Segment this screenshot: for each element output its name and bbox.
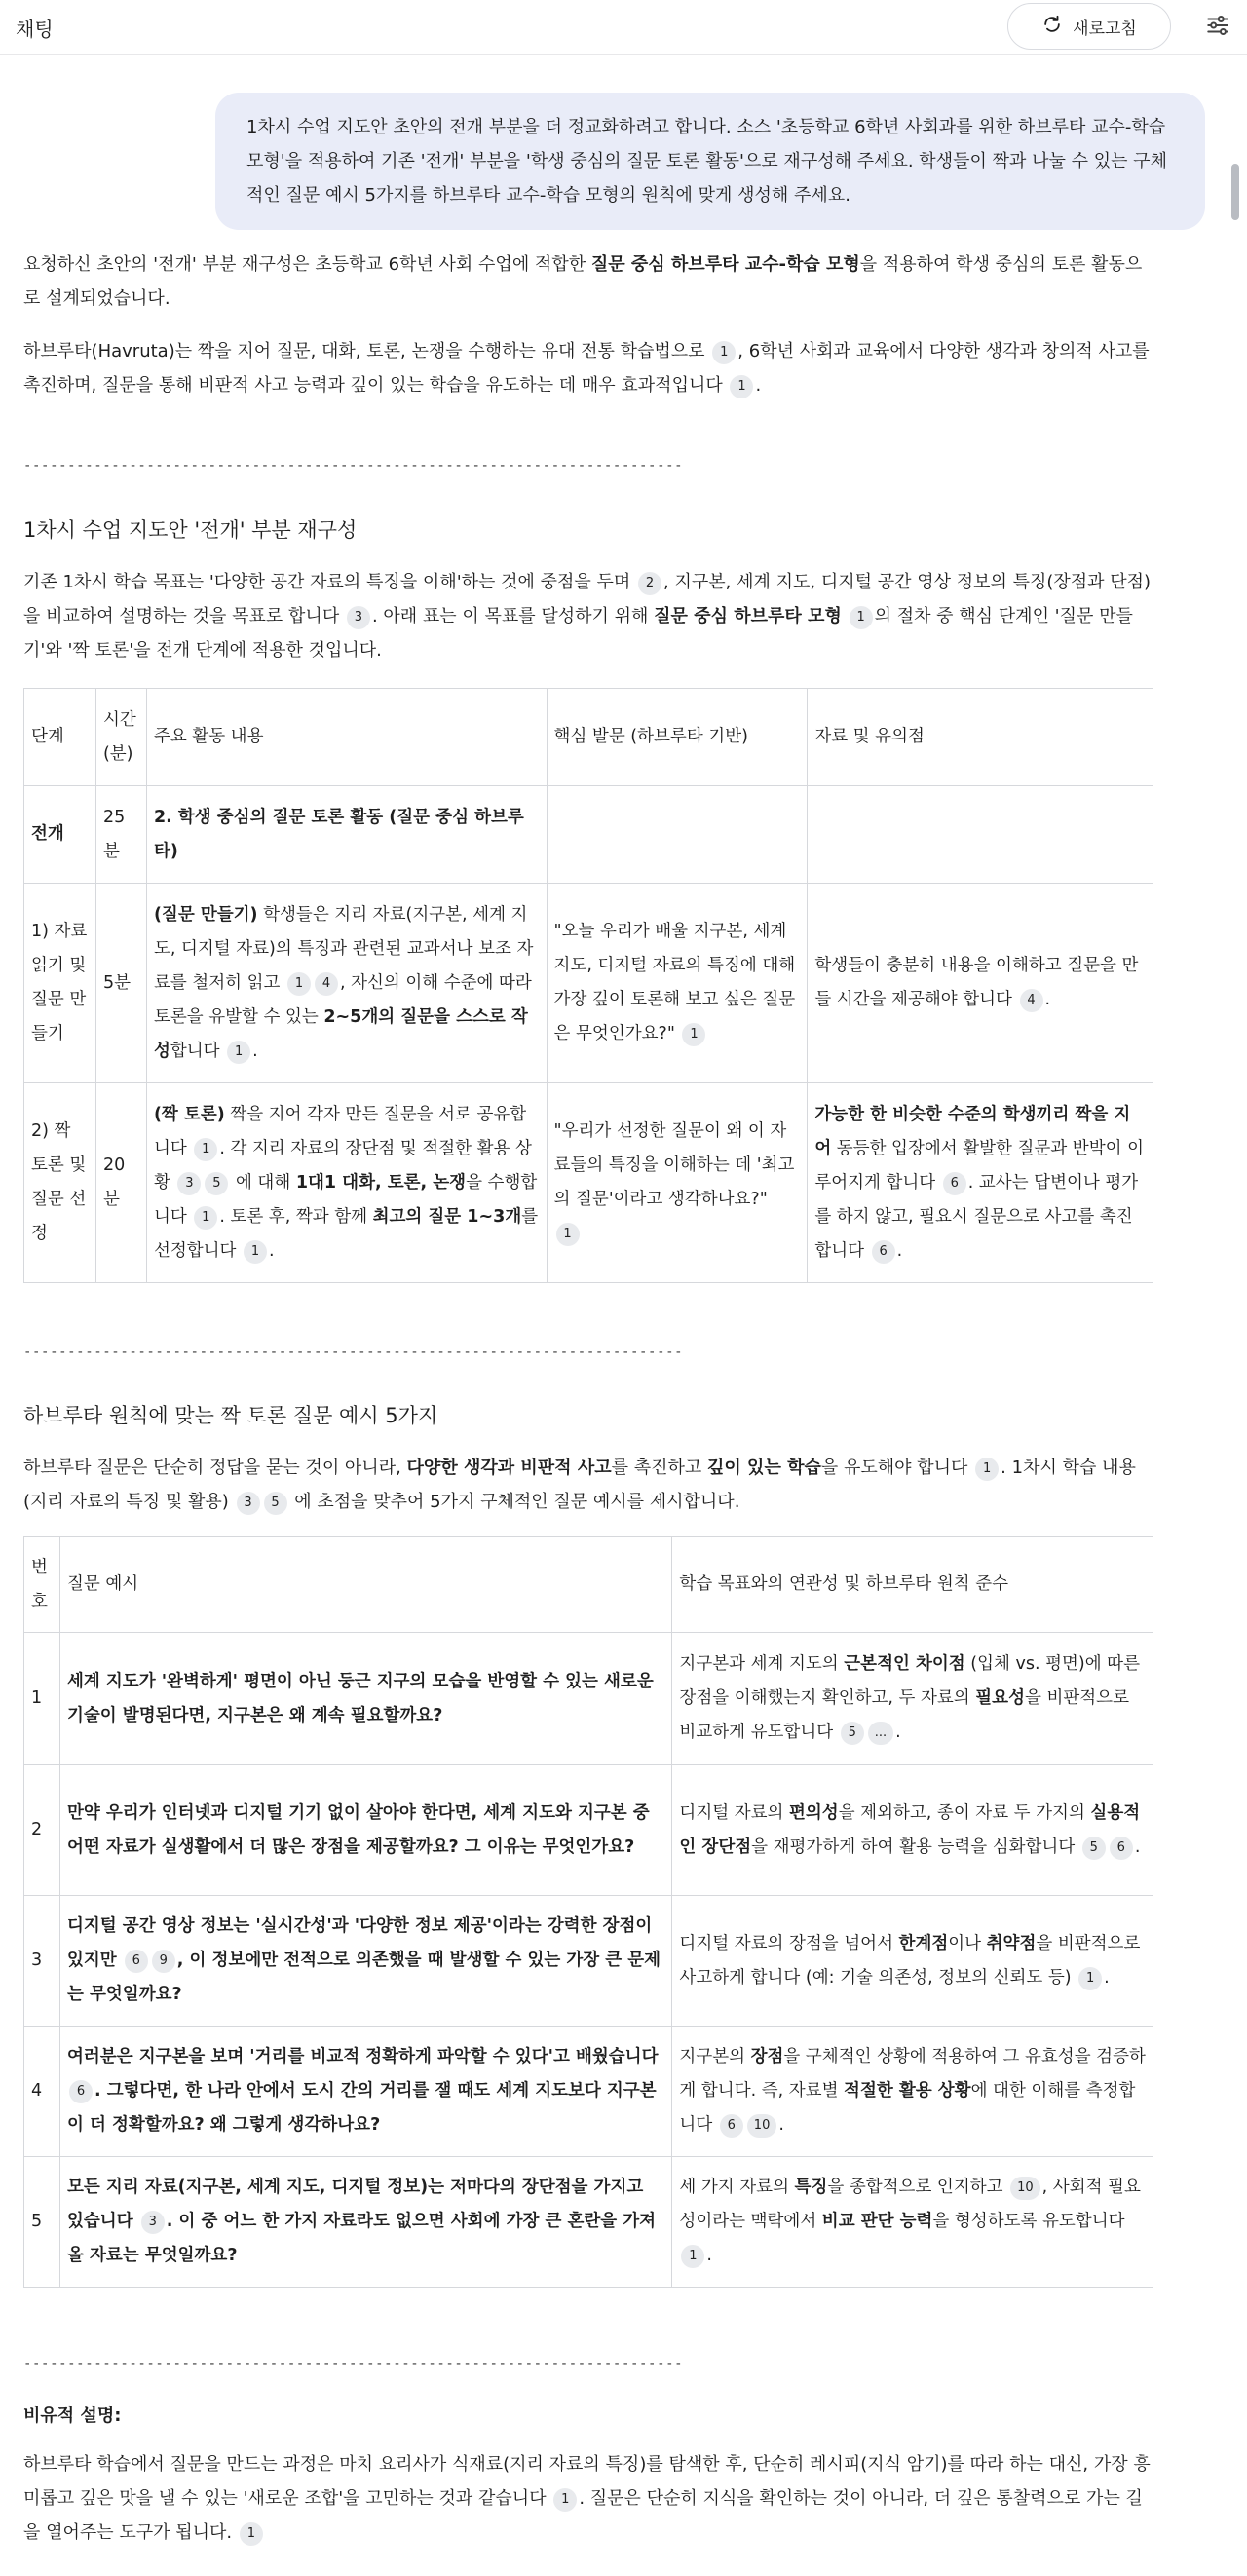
- divider-1: ---------------------------------------------------------------------------: [23, 458, 684, 474]
- cell-question: "오늘 우리가 배울 지구본, 세계 지도, 디지털 자료의 특징에 대해 가장 깊이 토론해 보고 싶은 질문은 무엇인가요?" 1: [547, 884, 808, 1083]
- citation-chip[interactable]: 1: [730, 375, 753, 398]
- section2-heading: 하브루타 원칙에 맞는 짝 토론 질문 예시 5가지: [23, 1404, 438, 1427]
- col-header-activity: 주요 활동 내용: [146, 689, 547, 786]
- citation-chip[interactable]: 6: [1110, 1837, 1133, 1860]
- citation-chip[interactable]: 1: [194, 1206, 217, 1230]
- bold-text: 적절한 활용 상황: [844, 2081, 971, 2101]
- chat-title: 채팅: [16, 18, 54, 41]
- bold-text: 취약점: [986, 1933, 1037, 1953]
- cell-number: 3: [24, 1896, 60, 2027]
- question-examples-table: [23, 1536, 1153, 2288]
- cell-relevance: 디지털 자료의 장점을 넘어서 한계점이나 취약점을 비판적으로 사고하게 합니다 (예: 기술 의존성, 정보의 신뢰도 등) 1 .: [672, 1896, 1153, 2027]
- cell-question: [547, 786, 808, 884]
- settings-tune-button[interactable]: [1200, 10, 1235, 45]
- bold-text: , 이 정보에만 전적으로 의존했을 때 발생할 수 있는 가장 큰 문제는 무엇일까요?: [66, 1951, 661, 2004]
- section1-paragraph: 기존 1차시 학습 목표는 '다양한 공간 자료의 특징을 이해'하는 것에 중점을 두며 2 , 지구본, 세계 지도, 디지털 공간 영상 정보의 특징(장점과 단점)을 비교하여 설명하는 것을 목표로 합니다 3 . 아래 표는 이 목표를 달성하기 위해 질문 중심 하브루타 모형 1 의 절차 중 핵심 단계인 '질문 만들기'와 '짝 토론'을 전개 단계에 적용한 것입니다.: [23, 572, 1152, 661]
- section2-paragraph: 하브루타 질문은 단순히 정답을 묻는 것이 아니라, 다양한 생각과 비판적 사고를 촉진하고 깊이 있는 학습을 유도해야 합니다 1 . 1차시 학습 내용(지리 자료의 특징 및 활용) 3 5 에 초점을 맞추어 5가지 구체적인 질문 예시를 제시합니다.: [23, 1451, 1153, 1519]
- scrollbar-thumb[interactable]: [1231, 164, 1239, 220]
- citation-chip[interactable]: 1: [244, 1240, 267, 1264]
- citation-chip[interactable]: 1: [553, 2488, 577, 2512]
- bold-text: 다양한 생각과 비판적 사고: [406, 1458, 612, 1478]
- top-bar: [0, 0, 1247, 55]
- col-header-example: 질문 예시: [59, 1537, 671, 1633]
- cell-stage: 1) 자료 읽기 및 질문 만들기: [24, 884, 96, 1083]
- table-row: [24, 2027, 1153, 2157]
- cell-question: "우리가 선정한 질문이 왜 이 자료들의 특징을 이해하는 데 '최고의 질문'이라고 생각하나요?" 1: [547, 1083, 808, 1283]
- bold-text: 비교 판단 능력: [821, 2212, 933, 2231]
- bold-text: 1대1 대화, 토론, 논쟁: [295, 1172, 467, 1193]
- bold-text: 세계 지도가 '완벽하게' 평면이 아닌 둥근 지구의 모습을 반영할 수 있는 새로운 기술이 발명된다면, 지구본은 왜 계속 필요할까요?: [66, 1671, 654, 1725]
- bold-text: . 이 중 어느 한 가지 자료라도 없으면 사회에 가장 큰 혼란을 가져올 자료는 무엇일까요?: [66, 2212, 657, 2265]
- cell-time: 25분: [95, 786, 146, 884]
- citation-chip[interactable]: 5: [205, 1172, 228, 1195]
- refresh-icon: [1041, 14, 1063, 40]
- citation-chip[interactable]: 1: [1078, 1967, 1102, 1990]
- table-row: [24, 1765, 1153, 1896]
- bold-text: . 그렇다면, 한 나라 안에서 도시 간의 거리를 잴 때도 세계 지도보다 지구본이 더 정확할까요? 왜 그렇게 생각하나요?: [66, 2081, 657, 2135]
- bold-text: 만약 우리가 인터넷과 디지털 기기 없이 살아야 한다면, 세계 지도와 지구본 중 어떤 자료가 실생활에서 더 많은 장점을 제공할까요? 그 이유는 무엇인가요?: [66, 1802, 650, 1857]
- user-message-text: 1차시 수업 지도안 초안의 전개 부분을 더 정교화하려고 합니다. 소스 '초등학교 6학년 사회과를 위한 하브루타 교수-학습 모형'을 적용하여 기존 '전개' 부분을 '학생 중심의 질문 토론 활동'으로 재구성해 주세요. 학생들이 짝과 나눌 수 있는 구체적인 질문 예시 5가지를 하브루타 교수-학습 모형의 원칙에 맞게 생성해 주세요.: [246, 117, 1167, 206]
- citation-chip[interactable]: 6: [720, 2114, 743, 2138]
- cell-relevance: 디지털 자료의 편의성을 제외하고, 종이 자료 두 가지의 실용적인 장단점을 재평가하게 하여 활용 능력을 심화합니다 5 6 .: [672, 1765, 1153, 1896]
- bold-text: (질문 만들기): [153, 904, 258, 925]
- citation-chip[interactable]: 1: [194, 1138, 217, 1161]
- cell-number: 5: [24, 2157, 60, 2288]
- bold-text: (짝 토론): [153, 1104, 225, 1124]
- citation-chip[interactable]: 3: [141, 2211, 165, 2234]
- cell-notes: [808, 786, 1153, 884]
- bold-text: 특징: [794, 2178, 828, 2197]
- bold-text: 가능한 한 비슷한 수준의 학생끼리 짝을 지어: [814, 1104, 1131, 1158]
- bold-text: 최고의 질문 1~3개: [372, 1206, 522, 1227]
- analogy-heading: 비유적 설명:: [23, 2406, 122, 2426]
- cell-number: 4: [24, 2027, 60, 2157]
- bold-text: 깊이 있는 학습: [707, 1458, 821, 1478]
- user-message-bubble: [215, 93, 1205, 230]
- bold-text: 실용적인 장단점: [679, 1802, 1141, 1857]
- cell-relevance: 지구본의 장점을 구체적인 상황에 적용하여 그 유효성을 검증하게 합니다. 즉, 자료별 적절한 활용 상황에 대한 이해를 측정합니다 6 10 .: [672, 2027, 1153, 2157]
- table-row: [24, 1633, 1153, 1765]
- col-header-notes: 자료 및 유의점: [808, 689, 1153, 786]
- citation-chip[interactable]: 1: [682, 1023, 705, 1046]
- divider-2: ---------------------------------------------------------------------------: [23, 1345, 684, 1360]
- lesson-plan-table: [23, 688, 1153, 1283]
- questions-table-header: [24, 1537, 1153, 1633]
- cell-number: 1: [24, 1633, 60, 1765]
- citation-chip[interactable]: 1: [287, 972, 311, 996]
- col-header-relevance: 학습 목표와의 연관성 및 하브루타 원칙 준수: [672, 1537, 1153, 1633]
- citation-chip[interactable]: 6: [69, 2080, 93, 2103]
- cell-stage: 2) 짝 토론 및 질문 선정: [24, 1083, 96, 1283]
- divider-3: ---------------------------------------------------------------------------: [23, 2356, 684, 2371]
- citation-chip[interactable]: 10: [747, 2114, 777, 2138]
- cell-stage: [24, 786, 96, 884]
- cell-activity: (짝 토론) 짝을 지어 각자 만든 질문을 서로 공유합니다 1 . 각 지리 자료의 장단점 및 적절한 활용 상황 3 5 에 대해 1대1 대화, 토론, 논쟁을 수행합니다 1 . 토론 후, 짝과 함께 최고의 질문 1~3개를 선정합니다 1 .: [146, 1083, 547, 1283]
- table-row: [24, 1896, 1153, 2027]
- cell-activity: (질문 만들기) 학생들은 지리 자료(지구본, 세계 지도, 디지털 자료)의 특징과 관련된 교과서나 보조 자료를 철저히 읽고 1 4 , 자신의 이해 수준에 따라 토론을 유발할 수 있는 2~5개의 질문을 스스로 작성합니다 1 .: [146, 884, 547, 1083]
- refresh-label: 새로고침: [1073, 19, 1137, 39]
- bold-text: 필요성: [975, 1688, 1025, 1708]
- citation-chip[interactable]: 9: [152, 1950, 175, 1973]
- cell-example: [59, 1633, 671, 1765]
- cell-relevance: 세 가지 자료의 특징을 종합적으로 인지하고 10 , 사회적 필요성이라는 맥락에서 비교 판단 능력을 형성하도록 유도합니다 1 .: [672, 2157, 1153, 2288]
- bold-text: 한계점: [898, 1933, 949, 1953]
- cell-notes: 가능한 한 비슷한 수준의 학생끼리 짝을 지어 동등한 입장에서 활발한 질문과 반박이 이루어지게 합니다 6 . 교사는 답변이나 평가를 하지 않고, 필요시 질문으로 사고를 촉진합니다 6 .: [808, 1083, 1153, 1283]
- cell-activity: [146, 786, 547, 884]
- citation-chip[interactable]: 1: [556, 1223, 580, 1246]
- cell-relevance: 지구본과 세계 지도의 근본적인 차이점 (입체 vs. 평면)에 따른 장점을 이해했는지 확인하고, 두 자료의 필요성을 비판적으로 비교하게 유도합니다 5 ... .: [672, 1633, 1153, 1765]
- table-row: [24, 884, 1153, 1083]
- citation-chip[interactable]: 5: [841, 1722, 864, 1745]
- bold-text: 디지털 공간 영상 정보는 '실시간성'과 '다양한 정보 제공'이라는 강력한 장점이 있지만: [66, 1916, 653, 1970]
- bold-text: 모든 지리 자료(지구본, 세계 지도, 디지털 정보)는 저마다의 장단점을 가지고 있습니다: [66, 2178, 644, 2231]
- citation-chip[interactable]: 6: [872, 1240, 895, 1264]
- bold-text: 2. 학생 중심의 질문 토론 활동 (질문 중심 하브루타): [153, 807, 524, 861]
- citation-chip[interactable]: 3: [237, 1492, 260, 1515]
- citation-chip[interactable]: 10: [1010, 2177, 1040, 2200]
- col-header-question: 핵심 발문 (하브루타 기반): [547, 689, 808, 786]
- cell-number: 2: [24, 1765, 60, 1896]
- bold-text: 근본적인 차이점: [844, 1654, 965, 1674]
- citation-chip[interactable]: 6: [943, 1172, 966, 1195]
- section1-heading: 1차시 수업 지도안 '전개' 부분 재구성: [23, 518, 358, 542]
- citation-chip[interactable]: 5: [264, 1492, 287, 1515]
- cell-example: [59, 2157, 671, 2288]
- citation-chip[interactable]: 3: [177, 1172, 201, 1195]
- cell-notes: 학생들이 충분히 내용을 이해하고 질문을 만들 시간을 제공해야 합니다 4 .: [808, 884, 1153, 1083]
- col-header-number: 번호: [24, 1537, 60, 1633]
- bold-text: 편의성: [788, 1802, 839, 1823]
- citation-chip[interactable]: 1: [850, 606, 873, 629]
- citation-chip[interactable]: 4: [315, 972, 338, 996]
- citation-chip[interactable]: 2: [638, 572, 661, 595]
- citation-chip[interactable]: 6: [125, 1950, 148, 1973]
- table-row: [24, 786, 1153, 884]
- refresh-button[interactable]: [1007, 3, 1171, 50]
- cell-time: 5분: [95, 884, 146, 1083]
- citation-chip[interactable]: ...: [868, 1722, 893, 1745]
- table-row: [24, 1083, 1153, 1283]
- analogy-paragraph: 하브루타 학습에서 질문을 만드는 과정은 마치 요리사가 식재료(지리 자료의 특징)를 탐색한 후, 단순히 레시피(지식 암기)를 따라 하는 대신, 가장 흥미롭고 깊은 맛을 낼 수 있는 '새로운 조합'을 고민하는 것과 같습니다 1 . 질문은 단순히 지식을 확인하는 것이 아니라, 더 깊은 통찰력으로 가는 길을 열어주는 도구가 됩니다. 1: [23, 2447, 1153, 2550]
- bold-text: 2~5개의 질문을 스스로 작성: [153, 1006, 528, 1061]
- citation-chip[interactable]: 1: [681, 2245, 704, 2268]
- citation-chip[interactable]: 5: [1082, 1837, 1106, 1860]
- cell-time: 20분: [95, 1083, 146, 1283]
- citation-chip[interactable]: 3: [347, 606, 370, 629]
- citation-chip[interactable]: 1: [240, 2522, 263, 2546]
- bold-text: 질문 중심 하브루타 모형: [654, 606, 842, 626]
- citation-chip[interactable]: 4: [1020, 989, 1043, 1012]
- citation-chip[interactable]: 1: [712, 341, 736, 364]
- bold-text: 여러분은 지구본을 보며 '거리를 비교적 정확하게 파악할 수 있다'고 배웠습니다: [66, 2047, 659, 2066]
- cell-example: [59, 2027, 671, 2157]
- bold-text: 장점: [750, 2047, 784, 2066]
- cell-example: [59, 1896, 671, 2027]
- citation-chip[interactable]: 1: [975, 1458, 999, 1481]
- col-header-stage: 단계: [24, 689, 96, 786]
- col-header-time: 시간 (분): [95, 689, 146, 786]
- tune-icon: [1205, 13, 1230, 42]
- cell-example: [59, 1765, 671, 1896]
- lesson-table-header: [24, 689, 1153, 786]
- bold-text: 질문 중심 하브루타 교수-학습 모형: [590, 254, 860, 275]
- bold-text: 전개: [31, 824, 64, 844]
- response-intro-1: 요청하신 초안의 '전개' 부분 재구성은 초등학교 6학년 사회 수업에 적합한 질문 중심 하브루타 교수-학습 모형을 적용하여 학생 중심의 토론 활동으로 설계되었습니다.: [23, 254, 1143, 309]
- table-row: [24, 2157, 1153, 2288]
- citation-chip[interactable]: 1: [227, 1041, 250, 1064]
- response-intro-2: 하브루타(Havruta)는 짝을 지어 질문, 대화, 토론, 논쟁을 수행하는 유대 전통 학습법으로 1 , 6학년 사회과 교육에서 다양한 생각과 창의적 사고를 촉진하며, 질문을 통해 비판적 사고 능력과 깊이 있는 학습을 유도하는 데 매우 효과적입니다 1 .: [23, 334, 1153, 402]
